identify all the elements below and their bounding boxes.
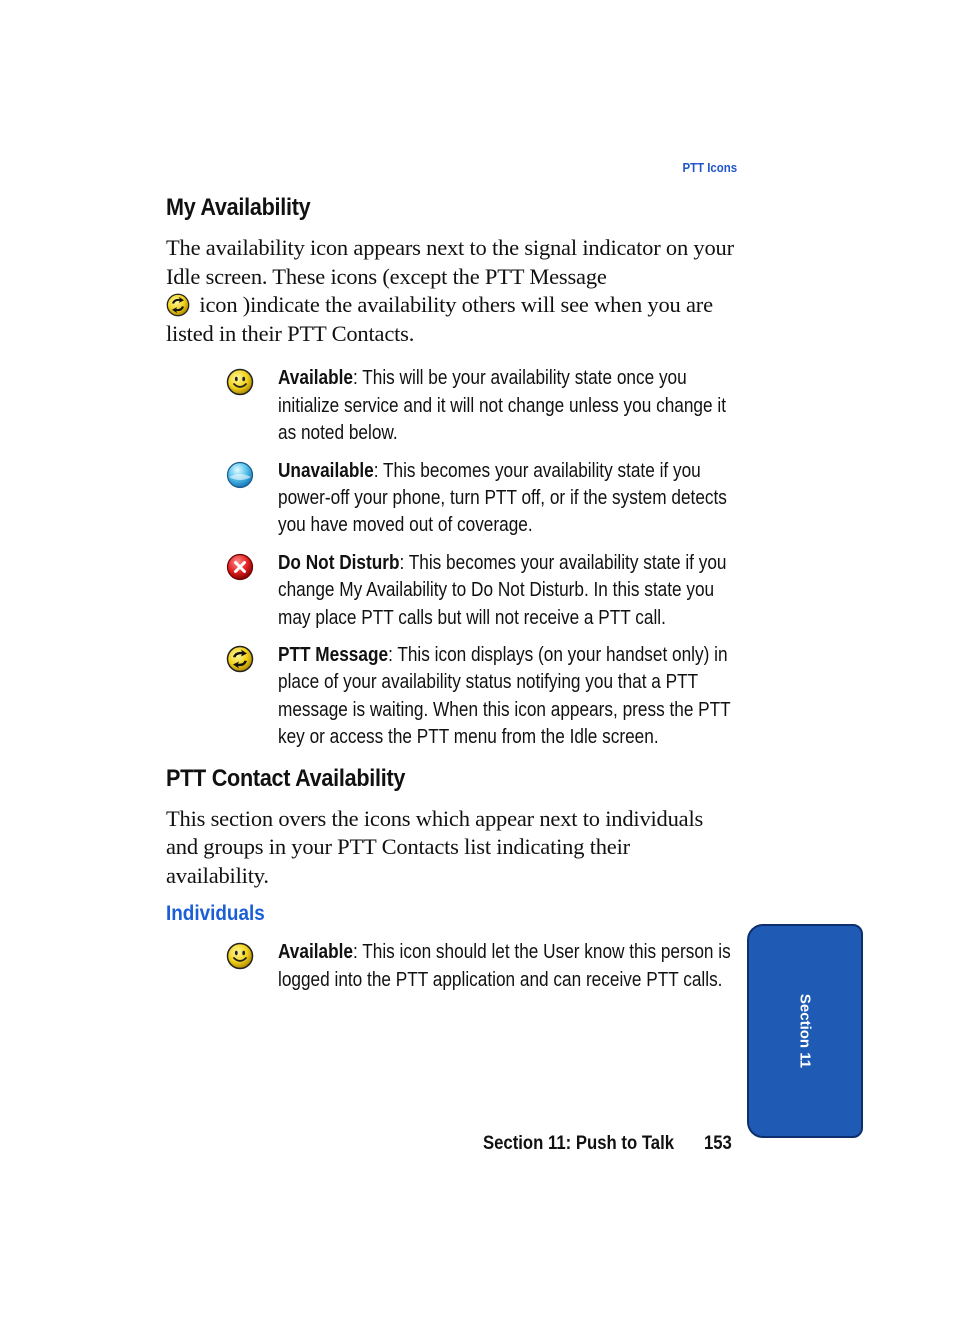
section-tab-label: Section 11 (796, 993, 814, 1069)
item-term: Do Not Disturb (278, 550, 400, 574)
smiley-available-icon (226, 942, 254, 970)
list-item (166, 457, 736, 539)
availability-icon-list (166, 364, 736, 750)
ptt-contact-section (166, 765, 736, 994)
my-availability-intro (166, 234, 736, 348)
item-term: Available (278, 366, 353, 390)
footer-section-title: Section 11: Push to Talk (483, 1133, 675, 1154)
page-content (166, 194, 736, 1003)
item-desc: : This becomes your availability state if you power-off your phone, turn PTT off, or if the system detects you have moved out of coverage. (278, 458, 727, 537)
item-desc: : This icon displays (on your handset only) in place of your availability status notifying you that a PTT message is waiting. When this icon appears, press the PTT key or access the PTT menu from the Idle screen. (278, 643, 731, 749)
list-item (166, 549, 736, 631)
individuals-subheading: Individuals (166, 902, 265, 926)
smiley-available-icon (226, 368, 254, 396)
intro-text-part1: The availability icon appears next to the signal indicator on your Idle screen. These icons (except the PTT Message (166, 235, 734, 289)
ptt-contact-availability-heading: PTT Contact Availability (166, 764, 406, 792)
list-item (166, 938, 736, 993)
list-item (166, 641, 736, 751)
ptt-message-icon (226, 645, 254, 673)
do-not-disturb-red-x-icon (226, 553, 254, 581)
list-item (166, 364, 736, 446)
item-desc: : This will be your availability state once you initialize service and it will not change unless you change it as noted below. (278, 366, 726, 445)
header-section-link[interactable]: PTT Icons (682, 160, 737, 175)
ptt-contact-intro: This section overs the icons which appear next to individuals and groups in your PTT Contacts list indicating their availability. (166, 805, 704, 888)
my-availability-heading: My Availability (166, 194, 311, 221)
page-number: 153 (704, 1133, 732, 1154)
item-desc: : This icon should let the User know this person is logged into the PTT application and can receive PTT calls. (278, 940, 731, 991)
item-term: Unavailable (278, 458, 374, 482)
page-footer (483, 1133, 732, 1155)
item-term: PTT Message (278, 643, 389, 667)
individuals-icon-list (166, 938, 736, 993)
intro-text-part2: icon )indicate the availability others will see when you are listed in their PTT Contacts. (166, 292, 713, 346)
item-desc: : This becomes your availability state if you change My Availability to Do Not Disturb. In this state you may place PTT calls but will not receive a PTT call. (278, 550, 727, 629)
unavailable-blue-orb-icon (226, 461, 254, 489)
ptt-message-icon (166, 293, 190, 317)
section-side-tab[interactable] (747, 924, 863, 1138)
item-term: Available (278, 940, 353, 964)
